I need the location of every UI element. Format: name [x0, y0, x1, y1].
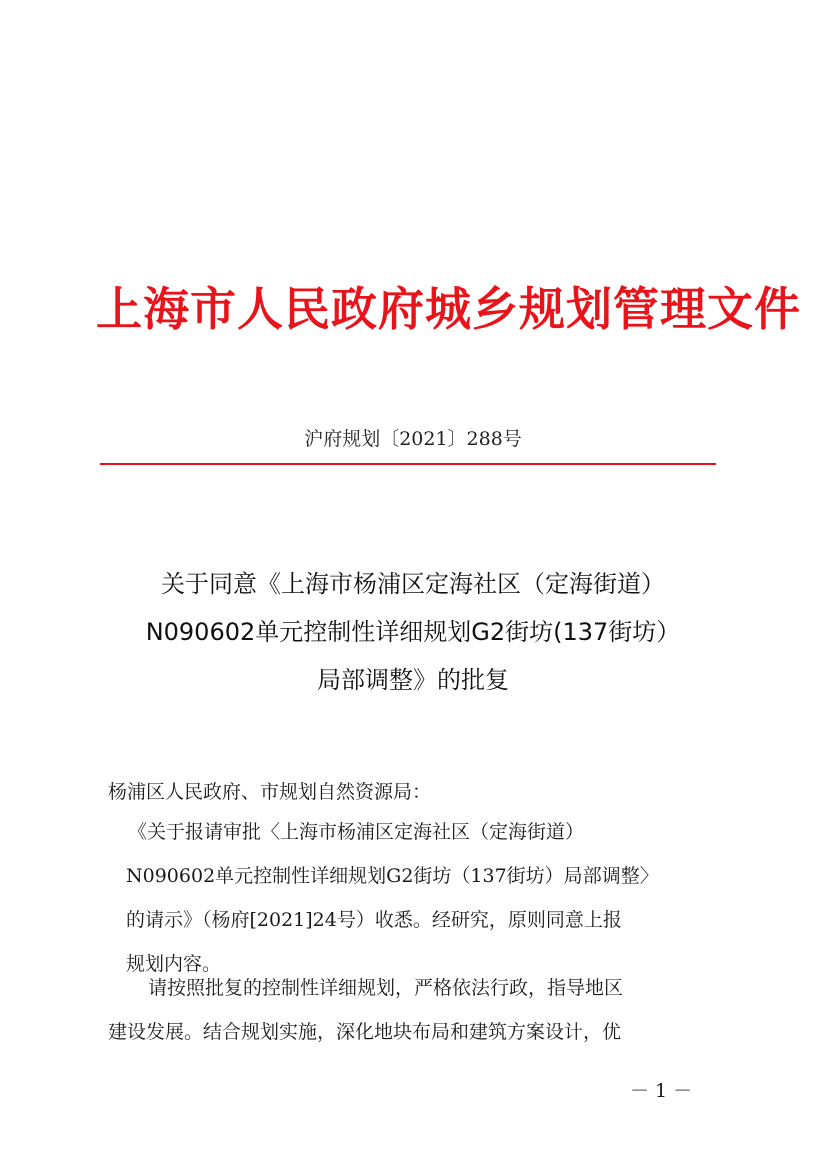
paragraph-1: [108, 810, 720, 986]
paragraph-2-line-2: 建设发展。结合规划实施，深化地块布局和建筑方案设计，优: [108, 1021, 622, 1043]
red-divider-line: [100, 463, 716, 465]
document-number: 沪府规划〔2021〕288号: [304, 428, 522, 450]
subject-line-3: 局部调整》的批复: [317, 666, 509, 694]
paragraph-1-line-1: 《关于报请审批〈上海市杨浦区定海社区（定海街道）: [128, 821, 585, 843]
subject-line-1: 关于同意《上海市杨浦区定海社区（定海街道）: [161, 570, 665, 598]
issuing-organization-title: 上海市人民政府城乡规划管理文件: [96, 282, 801, 336]
paragraph-1-line-2: N090602单元控制性详细规划G2街坊（137街坊）局部调整〉: [126, 865, 659, 887]
subject-line-2: N090602单元控制性详细规划G2街坊(137街坊）: [145, 618, 681, 646]
paragraph-2: [108, 966, 720, 1054]
paragraph-2-line-1: 请按照批复的控制性详细规划，严格依法行政，指导地区: [148, 977, 624, 999]
paragraph-1-line-3: 的请示》（杨府[2021]24号）收悉。经研究，原则同意上报: [126, 909, 622, 931]
paragraph-1-line-4: 规划内容。: [126, 953, 222, 975]
page-number: － 1 －: [630, 1080, 693, 1102]
document-subject: [80, 560, 746, 704]
salutation: 杨浦区人民政府、市规划自然资源局：: [108, 781, 432, 803]
